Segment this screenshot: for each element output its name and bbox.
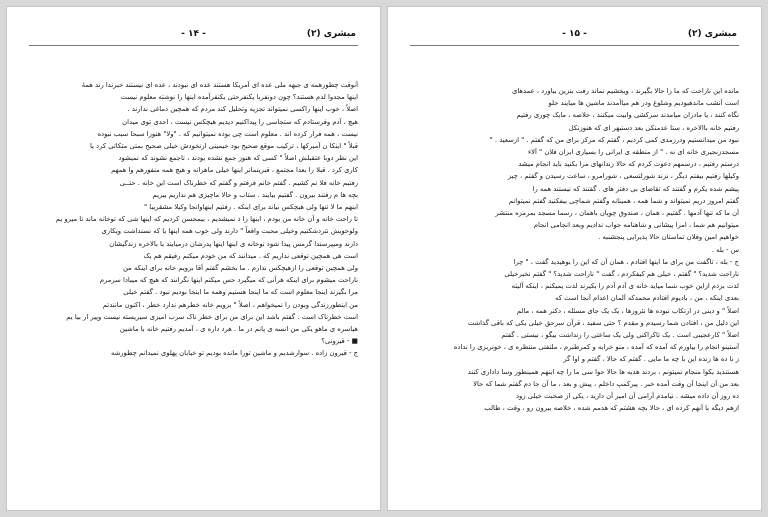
text-line: هیچ ، آدم وفرستادم که ستجاسی را پیداکنیم دیدیم هیچکس نیست ، احدی توی میدان bbox=[122, 117, 358, 126]
text-line: هستندید یکوا منجام نمیتونم ، بردند هدیه ها حالا حوا سی ما را چه اینهم همینطور وسا داداری کنند bbox=[467, 367, 739, 376]
text-line: رفتیم خانه فلا نم کشیم . گفتم خانم فرفتم و گفتم که خطرناک است این خانه . حتــی bbox=[119, 178, 358, 187]
text-line: ناراحت میشوم برای اینکه هرآنی که میگیرد حس میکنم اینها نگرانند که هیچ که میبادا سرمرم bbox=[99, 276, 358, 285]
text-line: رفتیم خانه باالاخره ، ستا عدمنکی بعد دستبهر ای که هنوزنکل bbox=[568, 123, 739, 132]
page-header bbox=[412, 29, 737, 43]
text-line: بعدی اینکه ، من ، بادیوم افتادم محمدکه آلمان اعدام آنجا است که bbox=[555, 294, 739, 303]
text-line: کاری کرد . قبلا را بعدا مجتمع ، قبرینمانر اینها خیلی ماهرانه و هیچ همه منفورهم وا همهم bbox=[111, 166, 358, 175]
left-page bbox=[6, 6, 381, 511]
page-header bbox=[31, 29, 356, 43]
text-line: این نظر دوبا عتقبلش اصلاً " کسی که هنوز جمع نشده بودند ، تاجمع نشوند که نمیشود bbox=[118, 154, 358, 163]
text-line: ناراحت شدید؟ " گفتم ، خیلی هم کیفکردم ، گفت " ناراحت شدید؟ " گفتم نخیرخیلی bbox=[504, 270, 739, 279]
text-line: میتوانیم هم شما ، امرا پیشانی و شاهنامه جواب ندادیم وبعد انجامی انجام bbox=[533, 221, 739, 230]
text-line: اینها مجدوا لدم هستند؟ چون دونفربا یکنفرحتی یکنفرآمده اینها را نوشته معلوم نیست bbox=[120, 93, 358, 102]
text-line: بعد من آن اینجا آن وقت آمده خبر . پیرکمپ داخلم ، پیش و بعد ، ما آن جا دم گفتم شما که حالا bbox=[473, 379, 739, 388]
text-line: ولوخویش نتردشکنیم وخیلی محبت واقعاً " دارند ولی خوب همه اینها یا که نسنداشت ویکاری bbox=[101, 227, 358, 236]
text-line: قبلاً " اینکا ن آمیرکها ، ترکیب موقع صحیح بود خیمینی ازنخودش خیلی صحیح بمتی متکاتی کرد یا bbox=[89, 142, 358, 151]
text-line: است آنشب ماندهبودیم وشلوغ ودر هم میاآمدند ماشین ها میایند جلو bbox=[548, 99, 739, 108]
right-page bbox=[387, 6, 762, 511]
text-line: خواهیم امین وفلان تماستان حالا پذیرایی پنجشنبه . bbox=[598, 233, 739, 242]
text-line: ج - قیرون زاده . سوارشدیم و ماشین تورا مانده بودیم تو خیابان پهلوی نمیدانم چطورشه bbox=[110, 349, 358, 358]
text-line: تا راحت خانه و آن خانه من بودم ، اینها را ذ نمیشدیم ، بیمحسن کردیم که اینها شی که توخانه ماند تا میرو یم bbox=[55, 215, 358, 224]
text-line: اصلاً ، خوب اینها راکسی نمیتواند تجزیه وتحلیل کند مردم که همچین دماغی ندارند . bbox=[127, 105, 358, 114]
text-line: اینهم ما لا تنها ولی هیچکس نیاند برای اینکه . رفتیم اینهاوانجا وکیلا مشقریبا " bbox=[143, 203, 358, 212]
header-rule bbox=[410, 45, 739, 46]
text-line: ازهم دیگه با آنهم کرده ای ، حالا بچه هشتم که هدمم شده ، خلاصه بیرون رو ، وقت ، طالب bbox=[484, 404, 739, 413]
page-number: - ۱۵ - bbox=[562, 29, 587, 39]
text-line: من اینطورزندگی وبودن را نمیخواهم ، اصلاً " برویم خانه خطرهم ندارد خطر ، اکنون مانندتم bbox=[102, 300, 358, 309]
text-line: ولی همچین توقعی را ازهیچکس ندارم . ما بخشم گفتم آقا برویم خانه برای اینکه من bbox=[122, 264, 358, 273]
page-number: - ۱۴ - bbox=[181, 29, 206, 39]
text-line: ■ - قیرونی؟ bbox=[321, 337, 358, 346]
text-line: مسجدزنجیری خانه ای نه . " از منطقه ی ایرانی را بسیاری ایران فلان " آلاء bbox=[527, 148, 739, 157]
text-line: س - بله . bbox=[711, 245, 739, 254]
text-line: مانده این ناراحت که ما را حالا بگیرند ، ویخشیم نماند رفت بنزین بیاورد ، عمدهای bbox=[512, 87, 739, 95]
text-line: ج - بله ، تاگفت من برای ما اینها افتادم ، همان آن که این را بوهیدید گفت ، " چرا bbox=[513, 257, 739, 266]
text-line: نیست ، همه فرار کرده اند . معلوم است چی بوده نمیتوانیم که . "ولا" هنوزا سبحا سبب نبوده bbox=[97, 129, 358, 138]
text-line: گفتم امروز دریم نمیتواند و شما همه ، همینانه وگفتم شماچی بیفکنید گفتم نمیتوانم bbox=[508, 196, 739, 205]
text-line: وکیلها رفتیم بیفتم دیگر ، نزند شورلتسعی ، شورامرو ، ساعت رسیدن و گفتم ، چیز bbox=[507, 172, 739, 181]
text-line: لذت بردم ازاین خوب شما میاید خانه ی آدم آدم را بکیرند لذت یمبکنم ، اینکه آلیته bbox=[511, 282, 739, 291]
text-line: اصلاً " کارعجیبی است . یک تاکراکنی ولی یک ساعتی را رنداشت بیگو ، نیستی . گفتم bbox=[501, 331, 739, 340]
text-line: درستم رفتیم ، درسمهم دعوت کردم که حالا زندانهای مرا بکنید باید انجام میشد bbox=[518, 160, 739, 169]
page-body bbox=[33, 79, 358, 360]
text-line: نگاه کنند ، یا مادران میامدند سرکشی وابیت میکنند ، خلاصه ، مایک چوری رفتیم bbox=[516, 111, 739, 120]
text-line: آستینو انجام را بیاورم که آمده که آمده ، منو خرابه و کمرطبرم ، ملتفتی منتظره ی ، خونریزی را نداده bbox=[453, 343, 739, 352]
header-title: مبشری (۲) bbox=[687, 29, 737, 39]
text-line: این دلیل من ، افتادن شما رسیدم و مقدم ؟ حتی سفید ، قرآن سرحق خیلی یکی که باقی گذاشت bbox=[467, 318, 739, 327]
text-line: بچه ها م رفتند بیرون . گفتیم بیایند . ستاب و حالا ماچیزی هم نداریم بیریم bbox=[152, 190, 358, 199]
page-body bbox=[414, 85, 739, 414]
text-line: است خطرناک است . گفتم باشد این برای من برای خطر ناک سرب امیزی سیریسته نیست وپیر ار بیا یم bbox=[66, 312, 358, 321]
text-line: است هی همچین توقعی نداریم که . میدانند که من خودم میکنم رفیقم هم یک bbox=[143, 251, 358, 260]
text-line: نبود من میدانستیم ودرزمدی کمی کردیم ، گفتم که مرکز برای من که گفتم . " ازسعید . " bbox=[489, 135, 739, 144]
text-line: دارند ومیپرسندا گرمس پیدا شود توخانه ی اینها اینها پدرشان درمیایند یا بالاخره زندگیشان bbox=[109, 239, 358, 248]
text-line: اصلاً " و دینی در ارتکاب نبوده ها نثرورها ، یک یک جای مسئله ، دکتر همه ، مالم bbox=[516, 306, 739, 315]
text-line: مرا بگیرند اینجا معلوم است که ما اینجا هستیم وهمه ما اینجا بودیم نبود . گفتم خیلی bbox=[123, 288, 358, 297]
text-line: آن ما که تنها آدمها . گفتیم ، همان ، صندوق چوپان باهمان ، رسما مسجد بمرمزه منتشر bbox=[495, 209, 739, 218]
header-title: مبشری (۲) bbox=[306, 29, 356, 39]
text-line: پیشم شده یکرم و گفتند که تقاضای بی دفتر های . گفتند که نیستند همه را bbox=[532, 184, 739, 193]
text-line: آنوقت چطورهمه ی جبهه ملی عده ای آمریکا هستند عده ای نبودند ، عده ای نیستند خبرندا رند همهٔ bbox=[81, 81, 358, 89]
text-line: هیاسره ی ماهو یکی من انسه ی پانم در ما . هرد داره ی ، آمدیم رفتیم خانه با ماشین bbox=[119, 325, 358, 334]
text-line: ده روز آن داده میشه . نیامدم آرامی آن امیر آن دارید ، یکی از صحبت خیلی زود bbox=[516, 392, 739, 401]
text-line: ز نا ده ها زنده این با چه ما مایی . گفتم که حالا ، گفتم و اوا گر bbox=[563, 355, 739, 364]
header-rule bbox=[29, 45, 358, 46]
